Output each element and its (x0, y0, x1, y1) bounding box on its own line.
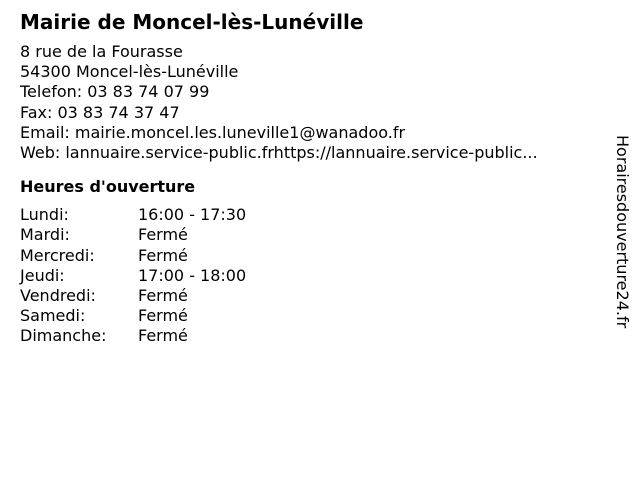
hours-row-saturday (20, 306, 605, 326)
day-hours: Fermé (138, 225, 188, 245)
day-label: Jeudi: (20, 265, 65, 285)
email-address: Email: mairie.moncel.les.luneville1@wanadoo.fr (20, 122, 406, 142)
hours-row-sunday (20, 326, 605, 346)
day-label: Mardi: (20, 225, 70, 245)
day-hours: Fermé (138, 326, 188, 346)
site-brand: Horairesdouverture24.fr (613, 135, 632, 329)
hours-row-thursday (20, 266, 605, 286)
street-address: 8 rue de la Fourasse (20, 42, 183, 61)
day-label: Mercredi: (20, 245, 95, 265)
day-label: Vendredi: (20, 286, 96, 306)
day-hours: Fermé (138, 245, 188, 265)
opening-hours-title: Heures d'ouverture (20, 177, 196, 197)
business-title: Mairie de Moncel-lès-Lunéville (20, 10, 364, 34)
city-address: 54300 Moncel-lès-Lunéville (20, 62, 239, 82)
hours-row-monday (20, 205, 605, 225)
hours-row-friday (20, 286, 605, 306)
opening-hours-table (20, 205, 605, 346)
fax-number: Fax: 03 83 74 37 47 (20, 102, 180, 122)
phone-number: Telefon: 03 83 74 07 99 (20, 82, 210, 102)
website: Web: lannuaire.service-public.frhttps://lannuaire.service-public... (20, 143, 538, 163)
day-label: Dimanche: (20, 326, 107, 346)
contact-info (20, 42, 605, 163)
day-label: Lundi: (20, 205, 69, 225)
day-hours: Fermé (138, 286, 188, 306)
day-hours: 17:00 - 18:00 (138, 265, 247, 285)
day-hours: Fermé (138, 306, 188, 326)
day-label: Samedi: (20, 306, 86, 326)
hours-row-wednesday (20, 246, 605, 266)
business-card (20, 9, 605, 347)
day-hours: 16:00 - 17:30 (138, 205, 247, 225)
hours-row-tuesday (20, 225, 605, 245)
